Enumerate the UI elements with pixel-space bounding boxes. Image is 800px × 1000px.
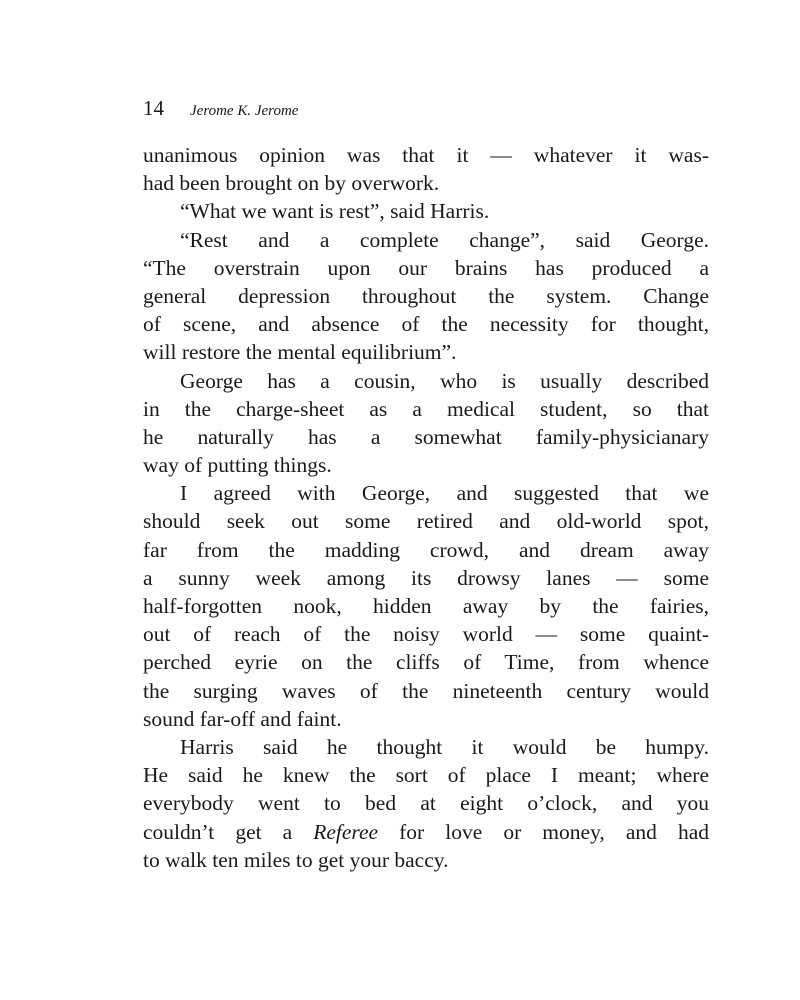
text-line-referee [143, 818, 709, 846]
text-lines [143, 141, 709, 818]
body-text [143, 141, 709, 874]
text-line: George has a cousin, who is usually described [180, 368, 709, 393]
text-line: everybody went to bed at eight o’clock, and you [143, 791, 709, 816]
italic-title-referee: Referee [313, 819, 379, 844]
text-line: had been brought on by overwork. [143, 171, 440, 196]
text-line: “Rest and a complete change”, said George. [180, 227, 709, 252]
text-line: “What we want is rest”, said Harris. [180, 199, 490, 224]
text-line: of scene, and absence of the necessity for thought, [143, 312, 709, 337]
text-line: he naturally has a somewhat family-physicianary [143, 424, 709, 449]
text-line: out of reach of the noisy world — some quaint- [143, 622, 709, 647]
text-line: perched eyrie on the cliffs of Time, from whence [143, 650, 709, 675]
text-line: the surging waves of the nineteenth century would [143, 678, 709, 703]
text-segment: for love or money, and had [378, 819, 709, 844]
text-line: He said he knew the sort of place I meant; where [143, 763, 709, 788]
text-line: Harris said he thought it would be humpy. [180, 734, 709, 759]
text-line: way of putting things. [143, 453, 332, 478]
text-line: “The overstrain upon our brains has produced a [143, 255, 709, 280]
running-head-author: Jerome K. Jerome [190, 103, 299, 119]
running-head [143, 96, 713, 124]
text-line: I agreed with George, and suggested that we [180, 481, 709, 506]
page-number: 14 [143, 96, 164, 120]
text-line: a sunny week among its drowsy lanes — some [143, 565, 709, 590]
text-segment: couldn’t get a [143, 819, 314, 844]
text-line: in the charge-sheet as a medical student, so that [143, 396, 709, 421]
text-line: should seek out some retired and old-world spot, [143, 509, 709, 534]
text-line-final: to walk ten miles to get your baccy. [143, 847, 449, 872]
text-line: general depression throughout the system. Change [143, 283, 709, 308]
text-line: far from the madding crowd, and dream away [143, 537, 709, 562]
text-line: half-forgotten nook, hidden away by the fairies, [143, 594, 709, 618]
text-line: unanimous opinion was that it — whatever it was- [143, 143, 709, 167]
text-line: sound far-off and faint. [143, 706, 342, 731]
text-line: will restore the mental equilibrium”. [143, 340, 457, 365]
